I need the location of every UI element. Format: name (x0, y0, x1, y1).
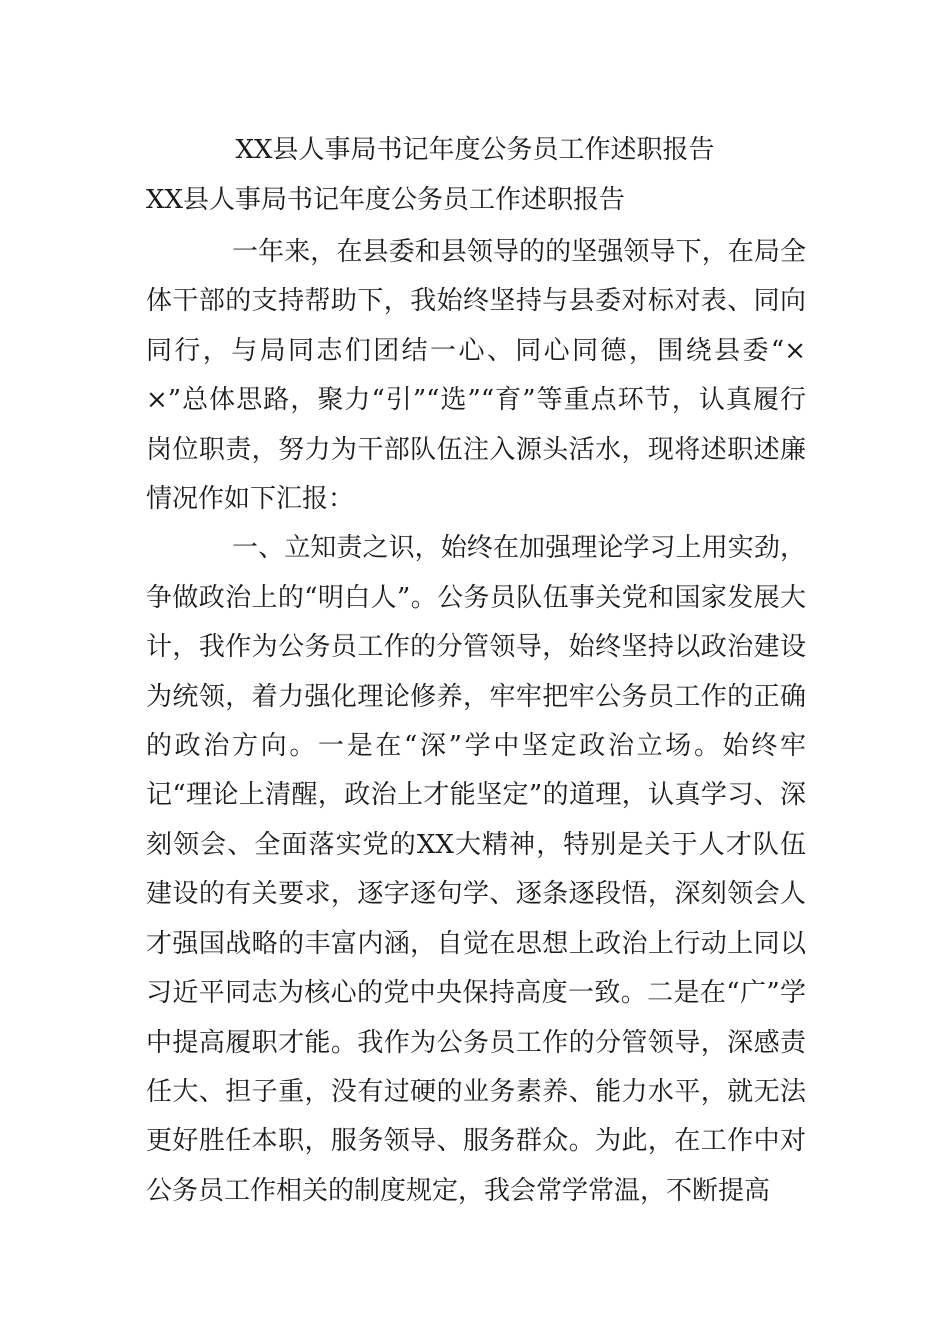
document-subtitle: XX县人事局书记年度公务员工作述职报告 (146, 185, 626, 215)
document-body (146, 228, 806, 1216)
paragraph-section-one: 一、立知责之识，始终在加强理论学习上用实劲，争做政治上的“明白人”。公务员队伍事关党和国家发展大计，我作为公务员工作的分管领导，始终坚持以政治建设为统领，着力强化理论修养，牢牢把牢公务员工作的正确的政治方向。一是在“深”学中坚定政治立场。始终牢记“理论上清醒，政治上才能坚定”的道理，认真学习、深刻领会、全面落实党的XX大精神，特别是关于人才队伍建设的有关要求，逐字逐句学、逐条逐段悟，深刻领会人才强国战略的丰富内涵，自觉在思想上政治上行动上同以习近平同志为核心的党中央保持高度一致。二是在“广”学中提高履职才能。我作为公务员工作的分管领导，深感责任大、担子重，没有过硬的业务素养、能力水平，就无法更好胜任本职，服务领导、服务群众。为此，在工作中对公务员工作相关的制度规定，我会常学常温，不断提高 (146, 533, 806, 1206)
paragraph-intro: 一年来，在县委和县领导的的坚强领导下，在局全体干部的支持帮助下，我始终坚持与县委对标对表、同向同行，与局同志们团结一心、同心同德，围绕县委“××”总体思路，聚力“引”“选”“育”等重点环节，认真履行岗位职责，努力为干部队伍注入源头活水，现将述职述廉情况作如下汇报： (146, 237, 806, 515)
document-title: XX县人事局书记年度公务员工作述职报告 (235, 135, 715, 165)
